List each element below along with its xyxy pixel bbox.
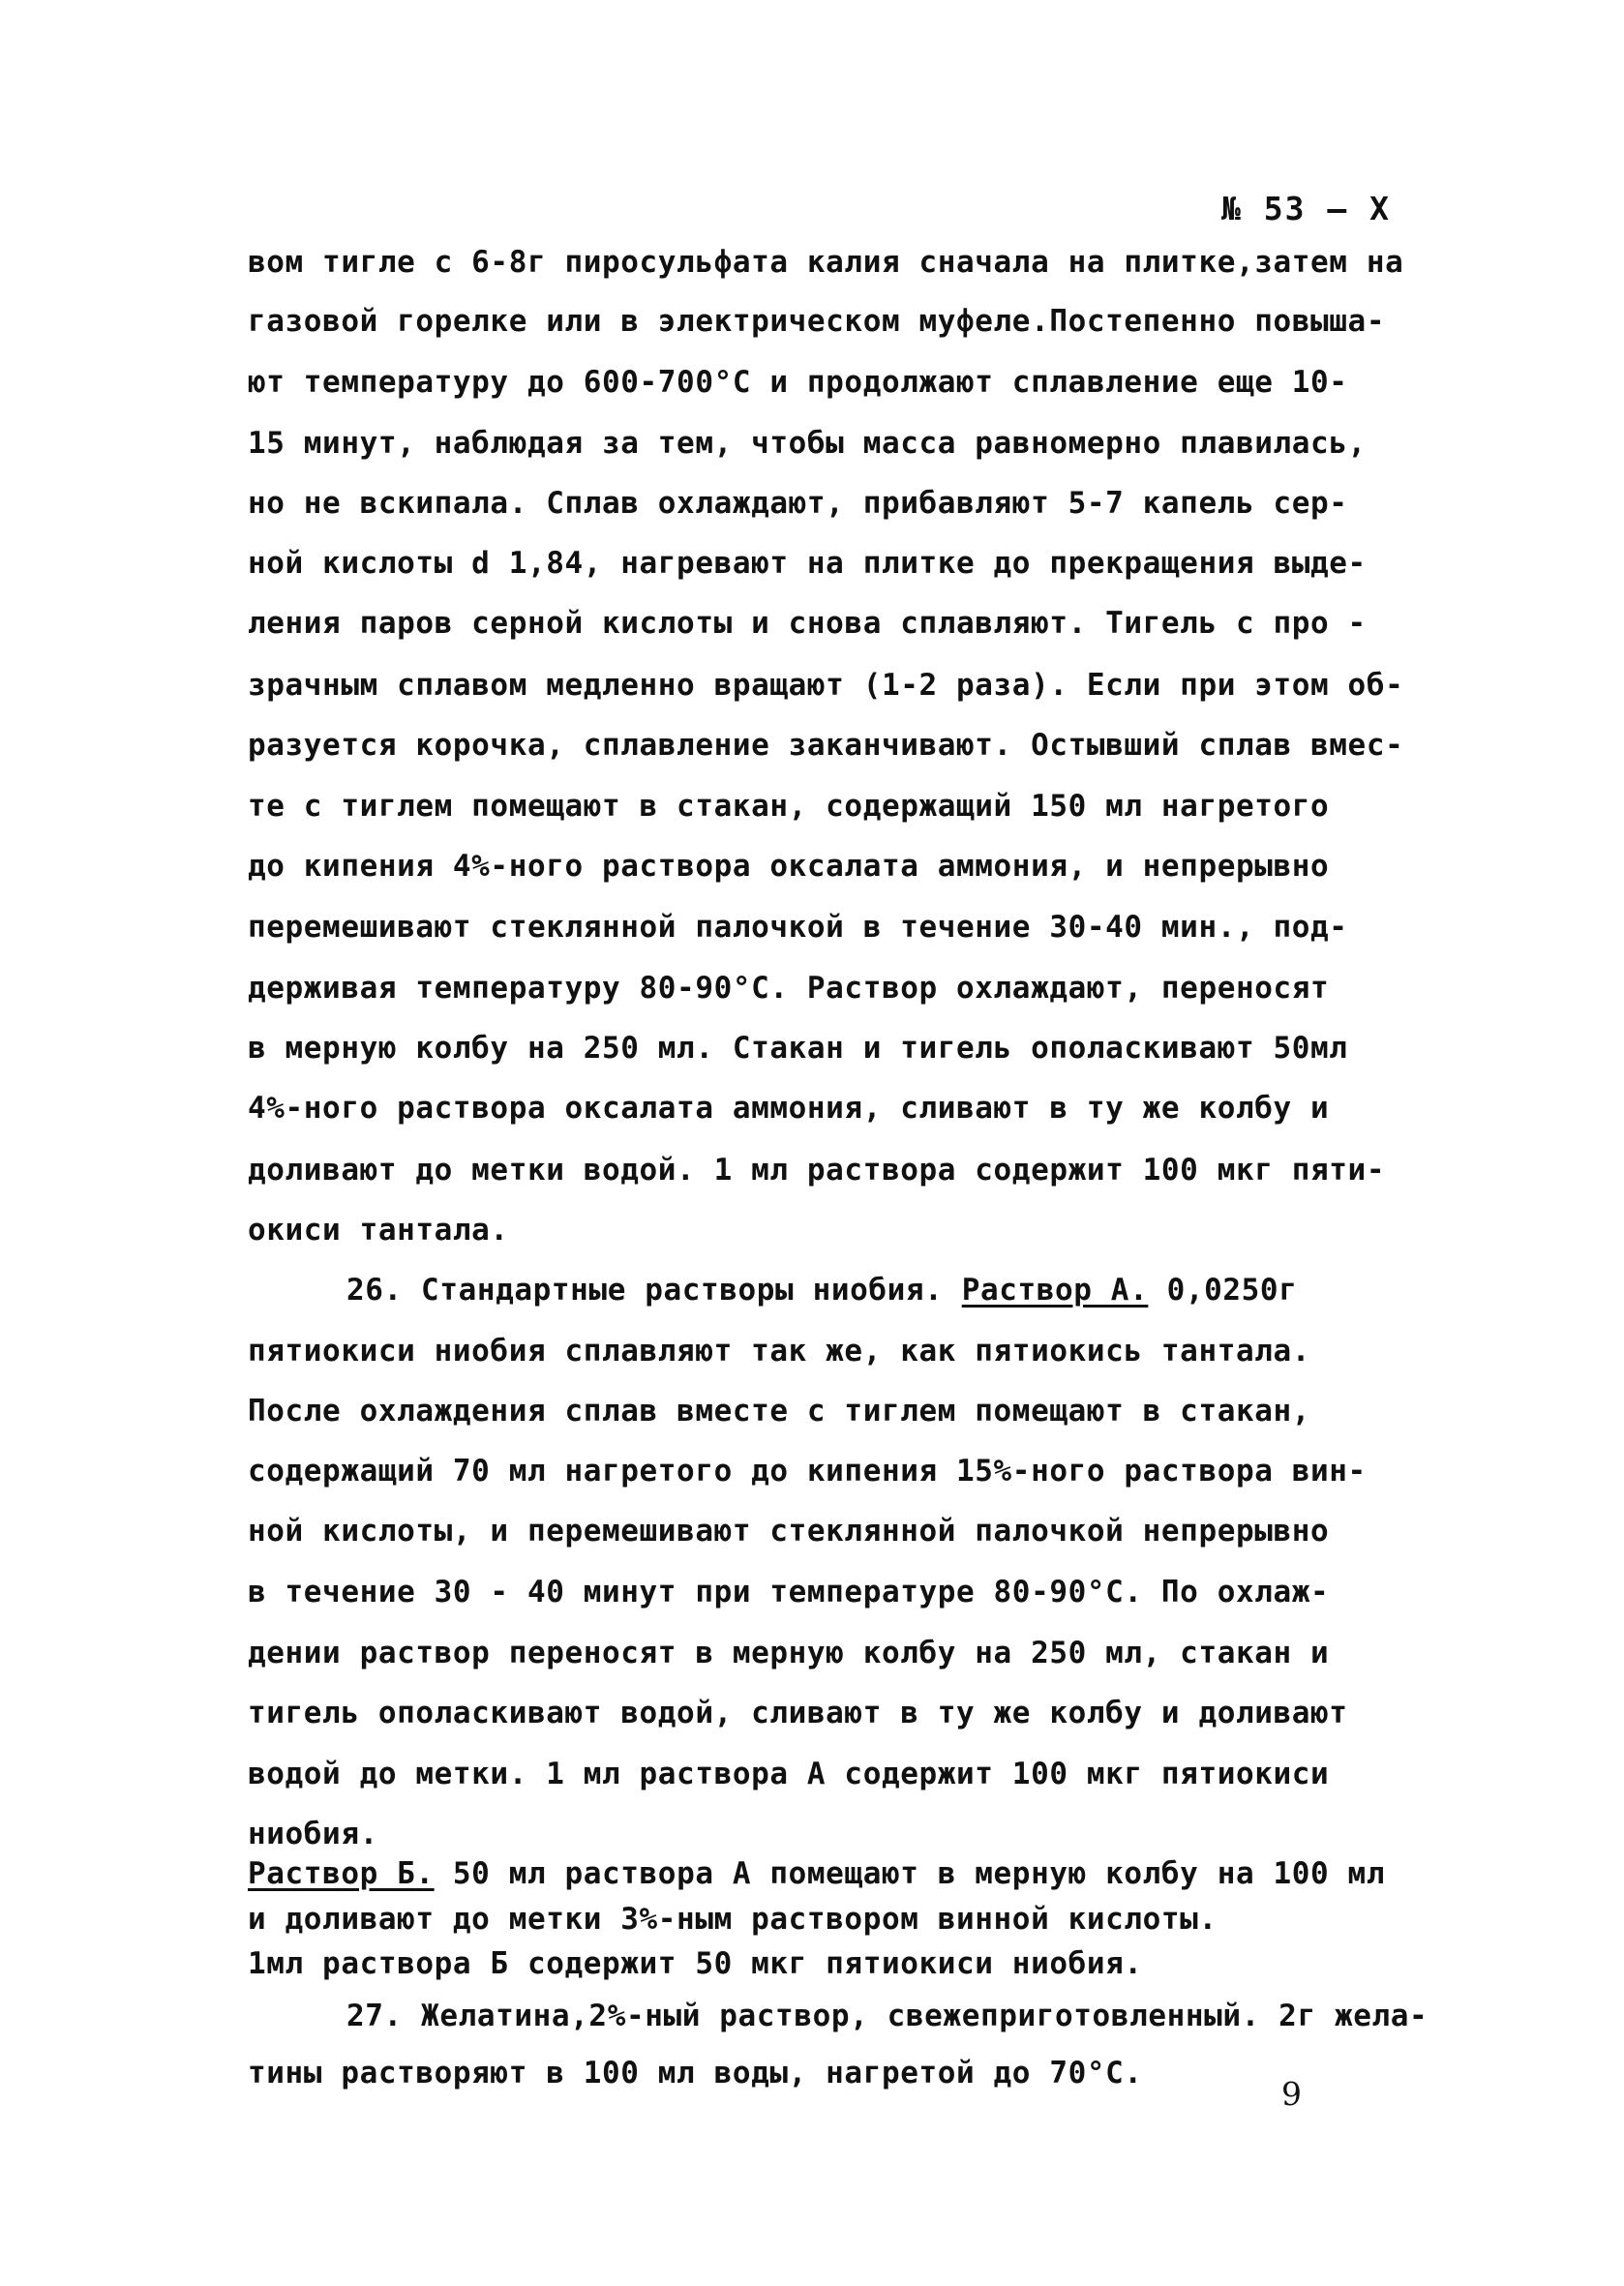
text-line: газовой горелке или в электрическом муфеле.Постепенно повыша-	[248, 304, 1386, 339]
solution-b-label: Раствор Б.	[248, 1856, 435, 1891]
text-line: тигель ополаскивают водой, сливают в ту же колбу и доливают	[248, 1696, 1348, 1730]
text-line: ниобия.	[248, 1817, 378, 1851]
text-line: перемешивают стеклянной палочкой в течение 30-40 мин., под-	[248, 910, 1348, 945]
text-line: ной кислоты, и перемешивают стеклянной палочкой непрерывно	[248, 1514, 1330, 1549]
document-number: № 53 – X	[1221, 190, 1391, 227]
text-line: разуется корочка, сплавление заканчивают. Остывший сплав вмес-	[248, 728, 1404, 763]
text-line: ют температуру до 600-700°С и продолжают сплавление еще 10-	[248, 365, 1348, 400]
text-line: и доливают до метки 3%-ным раствором винной кислоты.	[248, 1902, 1218, 1937]
text-line: те с тиглем помещают в стакан, содержащий 150 мл нагретого	[248, 789, 1330, 824]
text-line: 4%-ного раствора оксалата аммония, сливают в ту же колбу и	[248, 1091, 1330, 1126]
paragraph-26-heading	[346, 1271, 1297, 1309]
text-line: водой до метки. 1 мл раствора А содержит 100 мкг пятиокиси	[248, 1757, 1330, 1791]
text-line: ления паров серной кислоты и снова сплавляют. Тигель с про -	[248, 606, 1367, 641]
text-line: но не вскипала. Сплав охлаждают, прибавляют 5-7 капель сер-	[248, 486, 1348, 521]
text-line: пятиокиси ниобия сплавляют так же, как пятиокись тантала.	[248, 1334, 1311, 1369]
solution-b-lead-rest: 50 мл раствора А помещают в мерную колбу на 100 мл	[434, 1856, 1386, 1891]
text-line: 15 минут, наблюдая за тем, чтобы масса равномерно плавилась,	[248, 426, 1367, 461]
text-line: тины растворяют в 100 мл воды, нагретой до 70°С.	[248, 2056, 1143, 2090]
solution-a-label: Раствор А.	[961, 1273, 1149, 1308]
text-line: до кипения 4%-ного раствора оксалата аммония, и непрерывно	[248, 849, 1330, 884]
text-line: в течение 30 - 40 минут при температуре 80-90°С. По охлаж-	[248, 1575, 1330, 1609]
paragraph-27-heading: 27. Желатина,2%-ный раствор, свежеприготовленный. 2г жела-	[346, 1999, 1429, 2033]
text-line: держивая температуру 80-90°С. Раствор охлаждают, переносят	[248, 971, 1330, 1006]
text-line: вом тигле с 6-8г пиросульфата калия сначала на плитке,затем на	[248, 245, 1404, 280]
paragraph-26-lead-rest: 0,0250г	[1148, 1273, 1298, 1308]
page-number: 9	[1281, 2075, 1302, 2113]
solution-b-heading	[248, 1854, 1385, 1893]
text-line: 1мл раствора Б содержит 50 мкг пятиокиси ниобия.	[248, 1946, 1143, 1981]
text-line: После охлаждения сплав вместе с тиглем помещают в стакан,	[248, 1394, 1311, 1429]
paragraph-26-lead: 26. Стандартные растворы ниобия.	[346, 1273, 962, 1308]
text-line: содержащий 70 мл нагретого до кипения 15%-ного раствора вин-	[248, 1454, 1367, 1489]
text-line: доливают до метки водой. 1 мл раствора содержит 100 мкг пяти-	[248, 1153, 1386, 1188]
text-line: окиси тантала.	[248, 1213, 509, 1248]
text-line: дении раствор переносят в мерную колбу на 250 мл, стакан и	[248, 1636, 1330, 1670]
text-line: зрачным сплавом медленно вращают (1-2 раза). Если при этом об-	[248, 668, 1404, 703]
text-line: ной кислоты d 1,84, нагревают на плитке до прекращения выде-	[248, 546, 1367, 581]
text-line: в мерную колбу на 250 мл. Стакан и тигель ополаскивают 50мл	[248, 1031, 1348, 1066]
